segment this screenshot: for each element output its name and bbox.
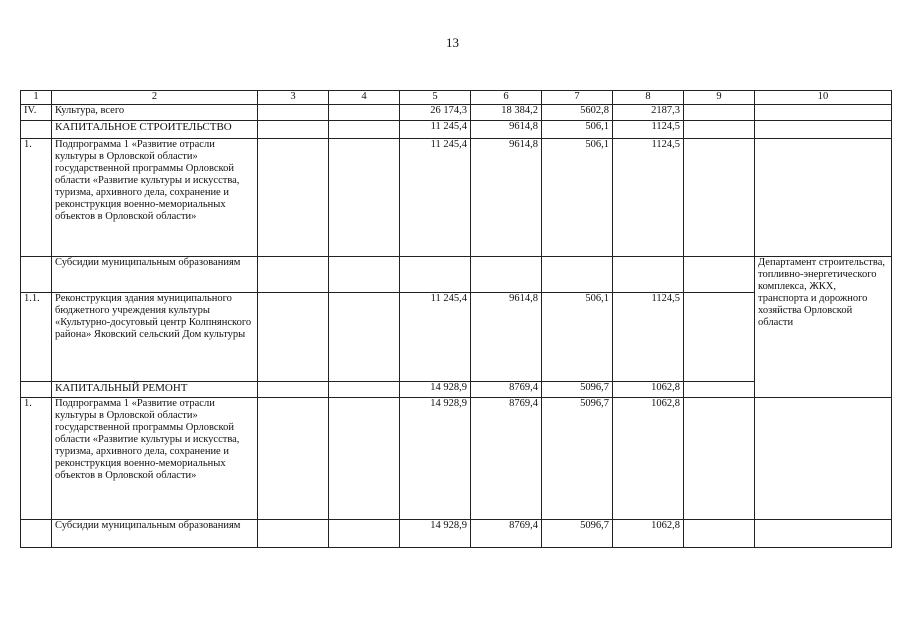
header-cell: 1 bbox=[21, 91, 52, 105]
empty-cell bbox=[258, 139, 329, 257]
row-number bbox=[21, 520, 52, 548]
value-col6: 8769,4 bbox=[471, 520, 542, 548]
empty-cell bbox=[329, 257, 400, 293]
empty-cell bbox=[329, 520, 400, 548]
empty-cell bbox=[258, 293, 329, 382]
value-col7: 5602,8 bbox=[542, 105, 613, 121]
header-cell: 2 bbox=[52, 91, 258, 105]
empty-cell bbox=[258, 105, 329, 121]
value-col7: 5096,7 bbox=[542, 398, 613, 520]
value-col6: 18 384,2 bbox=[471, 105, 542, 121]
value-col7: 506,1 bbox=[542, 121, 613, 139]
header-cell: 9 bbox=[684, 91, 755, 105]
empty-cell bbox=[258, 382, 329, 398]
row-name: Реконструкция здания муниципального бюджетного учреждения культуры «Культурно-досуговый центр Колпнянского района» Яковский сельский Дом культуры bbox=[52, 293, 258, 382]
value-col7: 5096,7 bbox=[542, 382, 613, 398]
value-col7 bbox=[542, 257, 613, 293]
table-row bbox=[21, 257, 892, 293]
responsible-department: Департамент строительства, топливно-энергетического комплекса, ЖКХ, транспорта и дорожного хозяйства Орловской области bbox=[755, 257, 892, 398]
header-cell: 4 bbox=[329, 91, 400, 105]
empty-cell bbox=[684, 257, 755, 293]
empty-cell bbox=[755, 520, 892, 548]
empty-cell bbox=[684, 139, 755, 257]
empty-cell bbox=[329, 398, 400, 520]
empty-cell bbox=[684, 382, 755, 398]
value-col8: 1124,5 bbox=[613, 139, 684, 257]
value-col8: 1062,8 bbox=[613, 382, 684, 398]
value-col5: 11 245,4 bbox=[400, 293, 471, 382]
header-cell: 6 bbox=[471, 91, 542, 105]
row-number: 1. bbox=[21, 398, 52, 520]
empty-cell bbox=[755, 121, 892, 139]
value-col8 bbox=[613, 257, 684, 293]
empty-cell bbox=[684, 520, 755, 548]
empty-cell bbox=[258, 398, 329, 520]
empty-cell bbox=[684, 398, 755, 520]
table-row bbox=[21, 105, 892, 121]
row-number: IV. bbox=[21, 105, 52, 121]
value-col6: 9614,8 bbox=[471, 121, 542, 139]
value-col5: 11 245,4 bbox=[400, 121, 471, 139]
row-name: Подпрограмма 1 «Развитие отрасли культуры в Орловской области» государственной программы Орловской области «Развитие культуры и искусства, туризма, архивного дела, сохранение и реконструкция военно-мемориальных объектов в Орловской области» bbox=[52, 398, 258, 520]
header-cell: 10 bbox=[755, 91, 892, 105]
empty-cell bbox=[329, 121, 400, 139]
value-col7: 506,1 bbox=[542, 293, 613, 382]
empty-cell bbox=[329, 382, 400, 398]
value-col7: 506,1 bbox=[542, 139, 613, 257]
empty-cell bbox=[684, 293, 755, 382]
empty-cell bbox=[329, 293, 400, 382]
value-col6: 8769,4 bbox=[471, 398, 542, 520]
header-cell: 8 bbox=[613, 91, 684, 105]
row-number: 1.1. bbox=[21, 293, 52, 382]
header-cell: 3 bbox=[258, 91, 329, 105]
value-col5: 14 928,9 bbox=[400, 398, 471, 520]
empty-cell bbox=[684, 121, 755, 139]
value-col5: 14 928,9 bbox=[400, 382, 471, 398]
empty-cell bbox=[258, 257, 329, 293]
section-heading: КАПИТАЛЬНОЕ СТРОИТЕЛЬСТВО bbox=[52, 121, 258, 139]
value-col5: 14 928,9 bbox=[400, 520, 471, 548]
value-col8: 1062,8 bbox=[613, 520, 684, 548]
value-col8: 1124,5 bbox=[613, 293, 684, 382]
value-col8: 2187,3 bbox=[613, 105, 684, 121]
table-row bbox=[21, 139, 892, 257]
value-col6: 8769,4 bbox=[471, 382, 542, 398]
row-number bbox=[21, 257, 52, 293]
empty-cell bbox=[684, 105, 755, 121]
row-name: Субсидии муниципальным образованиям bbox=[52, 257, 258, 293]
value-col7: 5096,7 bbox=[542, 520, 613, 548]
empty-cell bbox=[258, 520, 329, 548]
page-number: 13 bbox=[446, 35, 459, 50]
section-heading: КАПИТАЛЬНЫЙ РЕМОНТ bbox=[52, 382, 258, 398]
value-col8: 1062,8 bbox=[613, 398, 684, 520]
empty-cell bbox=[755, 105, 892, 121]
row-name: Подпрограмма 1 «Развитие отрасли культуры в Орловской области» государственной программы Орловской области «Развитие культуры и искусства, туризма, архивного дела, сохранение и реконструкция военно-мемориальных объектов в Орловской области» bbox=[52, 139, 258, 257]
row-name: Субсидии муниципальным образованиям bbox=[52, 520, 258, 548]
budget-table bbox=[20, 90, 892, 548]
value-col6: 9614,8 bbox=[471, 293, 542, 382]
value-col6 bbox=[471, 257, 542, 293]
row-name: Культура, всего bbox=[52, 105, 258, 121]
empty-cell bbox=[329, 105, 400, 121]
header-row bbox=[21, 91, 892, 105]
table-row bbox=[21, 520, 892, 548]
empty-cell bbox=[755, 139, 892, 257]
value-col8: 1124,5 bbox=[613, 121, 684, 139]
row-number: 1. bbox=[21, 139, 52, 257]
value-col5: 11 245,4 bbox=[400, 139, 471, 257]
header-cell: 5 bbox=[400, 91, 471, 105]
header-cell: 7 bbox=[542, 91, 613, 105]
row-number bbox=[21, 382, 52, 398]
table-row bbox=[21, 398, 892, 520]
empty-cell bbox=[755, 398, 892, 520]
row-number bbox=[21, 121, 52, 139]
value-col6: 9614,8 bbox=[471, 139, 542, 257]
value-col5: 26 174,3 bbox=[400, 105, 471, 121]
value-col5 bbox=[400, 257, 471, 293]
empty-cell bbox=[258, 121, 329, 139]
empty-cell bbox=[329, 139, 400, 257]
table-row bbox=[21, 121, 892, 139]
